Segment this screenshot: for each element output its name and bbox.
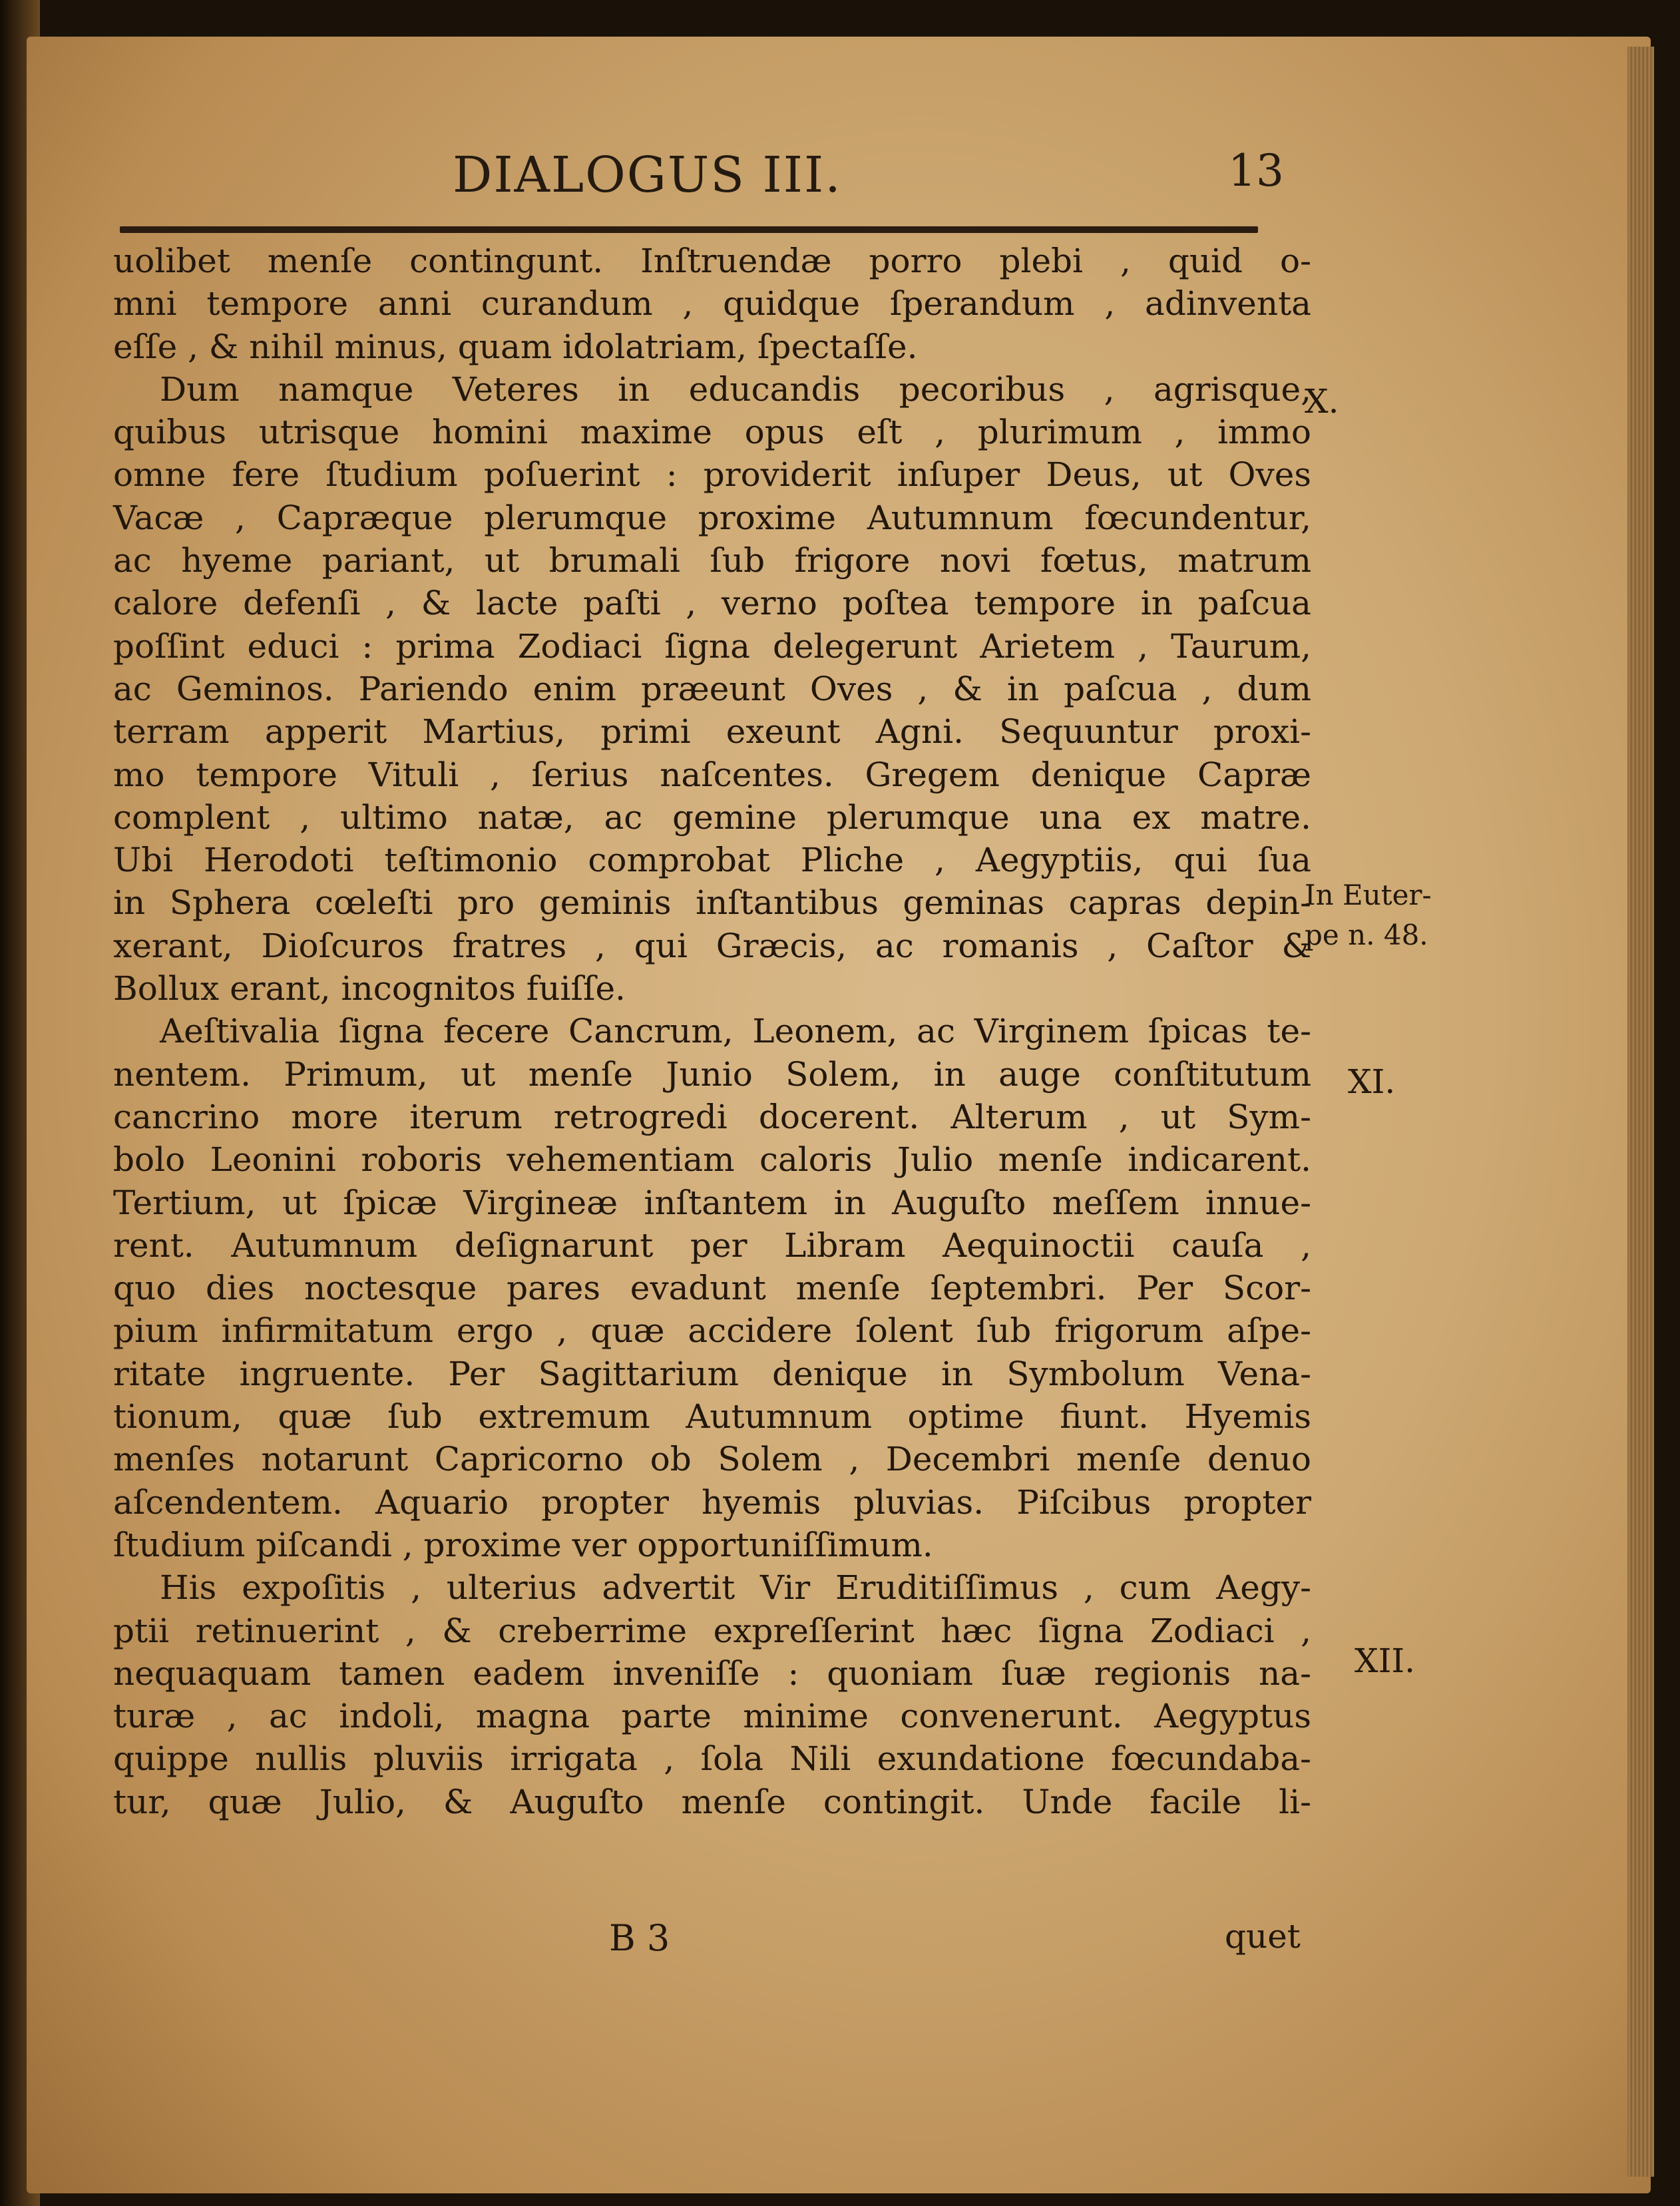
text-line: eſſe , & nihil minus, quam idolatriam, ſpectaſſe. [113,327,918,366]
text-line: Bollux erant, incognitos fuiſſe. [113,969,626,1008]
margin-note-ref1: In Euter- [1305,879,1432,911]
text-line: uolibet menſe contingunt. Inſtruendæ porro plebi , quid o- [113,242,1311,280]
body-text [113,240,1311,1823]
text-line: terram apperit Martius, primi exeunt Agni. Sequuntur proxi- [113,712,1311,752]
page-edges [1627,47,1654,2177]
catchword: quet [1225,1917,1301,1956]
text-line: tur, quæ Julio, & Auguſto menſe contingit. Unde facile li- [113,1782,1311,1821]
text-line: poſſint educi : prima Zodiaci ſigna delegerunt Arietem , Taurum, [113,626,1311,666]
text-line: His expoſitis , ulterius advertit Vir Eruditiſſimus , cum Aegy- [160,1568,1311,1608]
text-line: Dum namque Veteres in educandis pecoribus , agrisque, [160,369,1311,409]
text-line: menſes notarunt Capricorno ob Solem , Decembri menſe denuo [113,1440,1311,1479]
text-line: mni tempore anni curandum , quidque ſperandum , adinventa [113,284,1311,324]
text-line: calore defenſi , & lacte paſti , verno poſtea tempore in paſcua [113,584,1311,623]
text-line: quo dies noctesque pares evadunt menſe ſeptembri. Per Scor- [113,1269,1311,1308]
text-line: Ubi Herodoti teſtimonio comprobat Pliche , Aegyptiis, qui ſua [113,841,1311,880]
running-head: DIALOGUS III. [453,146,842,204]
text-line: ritate ingruente. Per Sagittarium denique in Symbolum Vena- [113,1354,1311,1393]
text-line: ptii retinuerint , & creberrime expreſſerint hæc ſigna Zodiaci , [113,1611,1311,1650]
text-line: in Sphera cœleſti pro geminis inſtantibus geminas capras depin- [113,883,1311,923]
text-line: ac hyeme pariant, ut brumali ſub frigore novi fœtus, matrum [113,541,1311,580]
margin-note-ref2: pe n. 48. [1305,919,1428,951]
text-line: tionum, quæ ſub extremum Autumnum optime fiunt. Hyemis [113,1397,1311,1436]
header-rule [120,226,1258,233]
text-line: rent. Autumnum deſignarunt per Libram Aequinoctii cauſa , [113,1225,1311,1265]
text-line: Vacæ , Capræque plerumque proxime Autumnum fœcundentur, [113,498,1311,537]
page-number: 13 [1228,145,1284,196]
signature-mark: B 3 [609,1917,670,1959]
text-line: omne fere ſtudium poſuerint : providerit inſuper Deus, ut Oves [113,455,1311,495]
text-line: nequaquam tamen eadem inveniſſe : quoniam ſuæ regionis na- [113,1654,1311,1693]
text-line: xerant, Dioſcuros fratres , qui Græcis, ac romanis , Caſtor & [113,926,1311,965]
margin-note-x: X. [1305,382,1339,421]
text-line: ac Geminos. Pariendo enim præeunt Oves , & in paſcua , dum [113,669,1311,708]
margin-note-xi: XI. [1348,1062,1396,1101]
text-line: Tertium, ut ſpicæ Virgineæ inſtantem in Auguſto meſſem innue- [113,1183,1311,1222]
text-line: turæ , ac indoli, magna parte minime convenerunt. Aegyptus [113,1697,1311,1736]
margin-note-xii: XII. [1355,1642,1415,1680]
text-line: pium infirmitatum ergo , quæ accidere ſolent ſub frigorum aſpe- [113,1311,1311,1351]
text-line: ſtudium piſcandi , proxime ver opportuniſſimum. [113,1525,933,1564]
text-line: mo tempore Vituli , ſerius naſcentes. Gregem denique Capræ [113,755,1311,794]
text-line: bolo Leonini roboris vehementiam caloris Julio menſe indicarent. [113,1140,1311,1180]
text-line: cancrino more iterum retrogredi docerent. Alterum , ut Sym- [113,1097,1311,1136]
text-line: quibus utrisque homini maxime opus eſt , plurimum , immo [113,413,1311,452]
text-line: complent , ultimo natæ, ac gemine plerumque una ex matre. [113,797,1311,837]
text-line: Aeſtivalia ſigna fecere Cancrum, Leonem, ac Virginem ſpicas te- [160,1012,1311,1051]
text-line: quippe nullis pluviis irrigata , ſola Nili exundatione fœcundaba- [113,1739,1311,1779]
text-line: nentem. Primum, ut menſe Junio Solem, in auge conſtitutum [113,1054,1311,1094]
text-line: aſcendentem. Aquario propter hyemis pluvias. Piſcibus propter [113,1482,1311,1522]
